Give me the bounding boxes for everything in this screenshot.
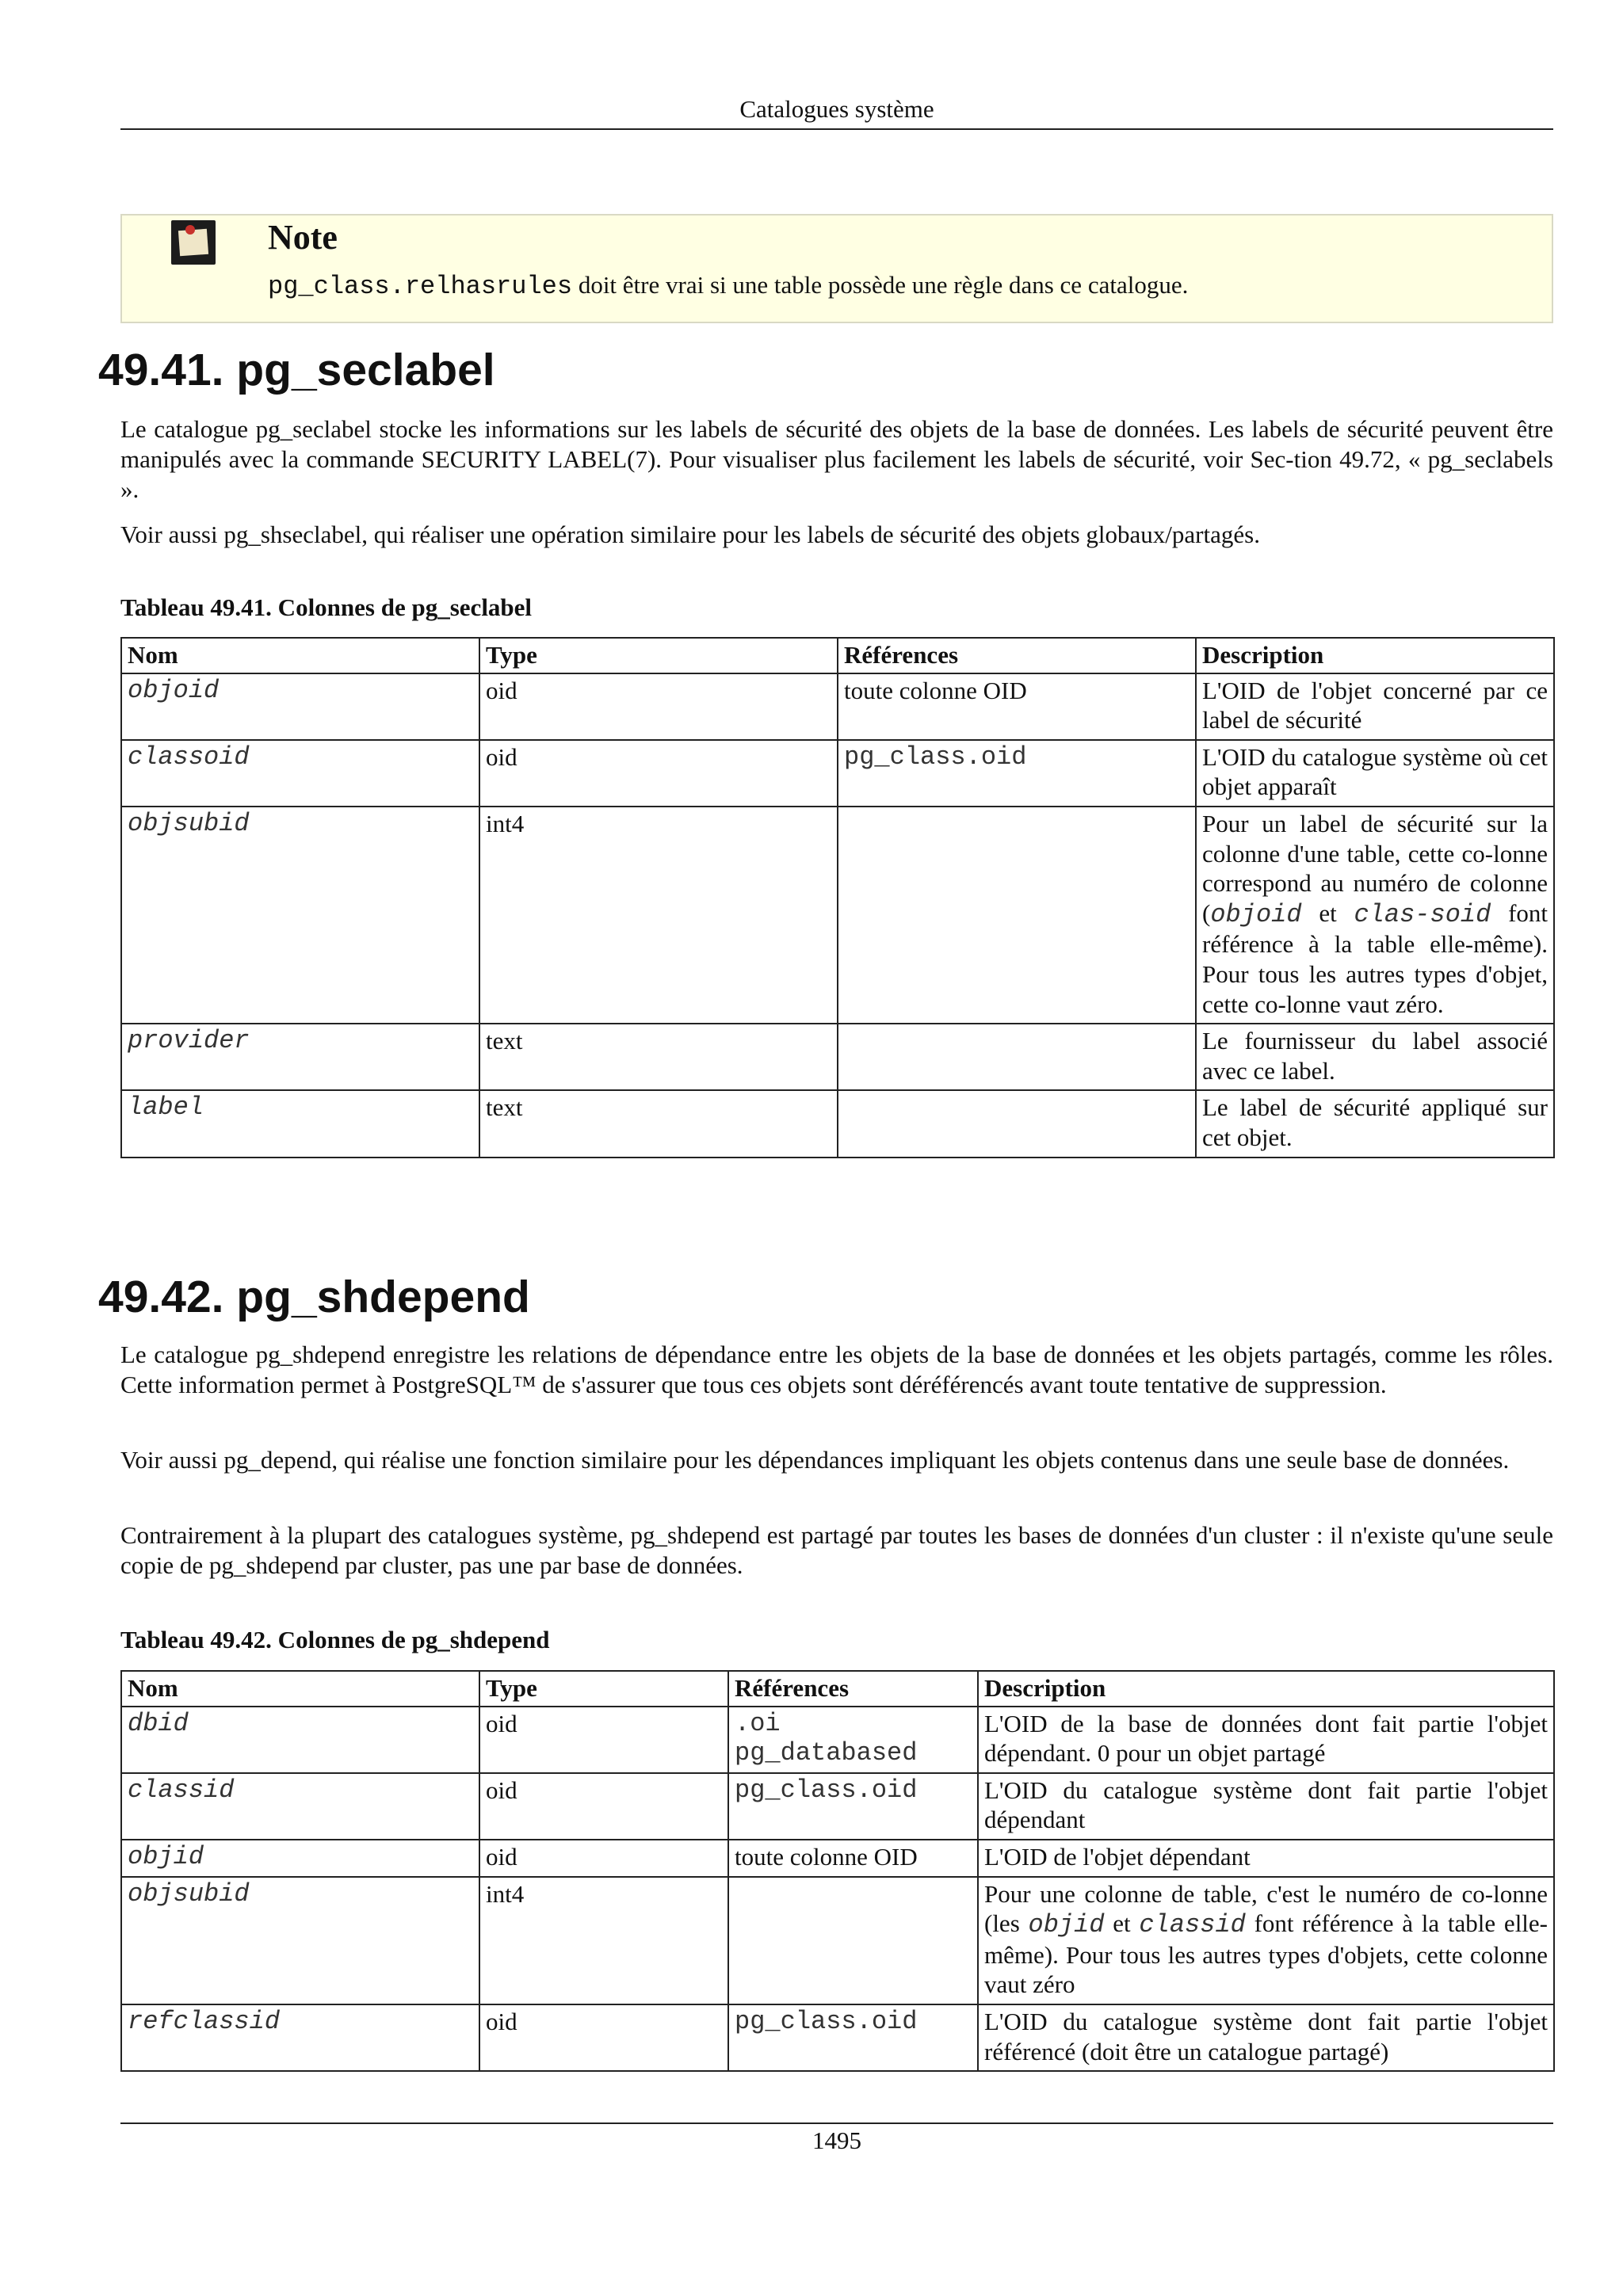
desc-text: et [1301,898,1354,927]
table-row [121,1877,1554,2004]
cell-description: L'OID du catalogue système dont fait partie l'objet référencé (doit être un catalogue partagé) [978,2004,1554,2071]
note-title: Note [268,218,338,257]
cell-type: int4 [479,807,838,1024]
table-pg-seclabel [120,637,1555,1158]
section-heading-pg-shdepend: 49.42. pg_shdepend [98,1272,530,1322]
footer-rule [120,2122,1553,2124]
header-rule [120,128,1553,130]
table-row [121,673,1554,740]
cell-description: L'OID du catalogue système où cet objet apparaît [1196,740,1554,807]
cell-description [978,1877,1554,2004]
cell-nom: objsubid [121,807,479,1024]
cell-nom: dbid [121,1707,479,1773]
section-heading-pg-seclabel: 49.41. pg_seclabel [98,345,495,395]
cell-type: text [479,1090,838,1157]
note-pin-shape [185,225,195,235]
cell-references: pg_class.oid [838,740,1196,807]
reference-line: pg_databased [735,1738,918,1768]
column-header-references: Références [728,1671,978,1707]
column-header-description: Description [1196,638,1554,673]
table-row [121,2004,1554,2071]
cell-references [728,1707,978,1773]
desc-code: clas-soid [1354,899,1491,929]
table-row [121,807,1554,1024]
section2-paragraph-1: Le catalogue pg_shdepend enregistre les relations de dépendance entre les objets de la base de données et les objets partagés, comme les rôles. Cette information permet à PostgreSQL™ de s'assurer que tous ces objets sont déréférencés avant toute tentative de suppression. [120,1341,1553,1398]
desc-text: font référence à la table elle-même). Pour tous les autres types d'objet, cette co-lonne vaut zéro. [1202,898,1549,1018]
note-icon [171,220,216,265]
cell-references [838,1090,1196,1157]
desc-code: objid [1028,1910,1105,1940]
table-caption-pg-shdepend: Tableau 49.42. Colonnes de pg_shdepend [120,1626,550,1653]
running-header: Catalogues système [739,95,934,123]
table-header-row [121,638,1554,673]
cell-type: int4 [479,1877,728,2004]
cell-nom: objid [121,1840,479,1877]
section2-paragraph-3: Contrairement à la plupart des catalogues système, pg_shdepend est partagé par toutes les bases de données d'un cluster : il n'existe qu'une seule copie de pg_shdepend par cluster, pas une par base de données. [120,1521,1553,1579]
column-header-description: Description [978,1671,1554,1707]
table-row [121,740,1554,807]
cell-description: L'OID de l'objet dépendant [978,1840,1554,1877]
table-row [121,1773,1554,1840]
cell-references: toute colonne OID [838,673,1196,740]
cell-description: L'OID de l'objet concerné par ce label de sécurité [1196,673,1554,740]
cell-nom: objsubid [121,1877,479,2004]
desc-code: objoid [1210,899,1302,929]
table-caption-pg-seclabel: Tableau 49.41. Colonnes de pg_seclabel [120,593,533,621]
cell-nom: refclassid [121,2004,479,2071]
table-pg-shdepend [120,1670,1555,2072]
desc-text: Pour une colonne de table, c'est le numéro de co-lonne (les [984,1879,1548,1938]
column-header-type: Type [479,1671,728,1707]
column-header-type: Type [479,638,838,673]
table-row [121,1707,1554,1773]
cell-type: oid [479,1773,728,1840]
table-header-row [121,1671,1554,1707]
note-text: doit être vrai si une table possède une règle dans ce catalogue. [578,271,1189,299]
cell-type: oid [479,2004,728,2071]
cell-type: oid [479,1840,728,1877]
cell-nom: objoid [121,673,479,740]
table-row [121,1024,1554,1090]
note-body [268,269,1188,303]
cell-description: Le fournisseur du label associé avec ce label. [1196,1024,1554,1090]
cell-description: L'OID du catalogue système dont fait partie l'objet dépendant [978,1773,1554,1840]
note-box [120,214,1553,323]
desc-text: Pour un label de sécurité sur la colonne d'une table, cette co-lonne correspond au numéro de colonne ( [1202,809,1548,927]
cell-type: oid [479,673,838,740]
cell-references [728,1877,978,2004]
cell-references: pg_class.oid [728,1773,978,1840]
cell-references [838,1024,1196,1090]
cell-nom: provider [121,1024,479,1090]
cell-nom: classid [121,1773,479,1840]
cell-references: pg_class.oid [728,2004,978,2071]
desc-text: et [1104,1909,1140,1938]
cell-description: L'OID de la base de données dont fait partie l'objet dépendant. 0 pour un objet partagé [978,1707,1554,1773]
cell-nom: label [121,1090,479,1157]
reference-line: .oi [735,1708,781,1738]
table-row [121,1090,1554,1157]
cell-references: toute colonne OID [728,1840,978,1877]
note-code: pg_class.relhasrules [268,272,573,301]
column-header-references: Références [838,638,1196,673]
section1-paragraph-1: Le catalogue pg_seclabel stocke les informations sur les labels de sécurité des objets de la base de données. Les labels de sécurité peuvent être manipulés avec la commande SECURITY LABEL(7). Pour visualiser plus facilement les labels de sécurité, voir Sec-tion 49.72, « pg_seclabels ». [120,415,1553,503]
section1-paragraph-2: Voir aussi pg_shseclabel, qui réaliser une opération similaire pour les labels de sécurité des objets globaux/partagés. [120,521,1260,548]
cell-type: oid [479,740,838,807]
cell-description: Le label de sécurité appliqué sur cet objet. [1196,1090,1554,1157]
cell-type: oid [479,1707,728,1773]
page-number: 1495 [812,2126,861,2154]
section2-paragraph-2: Voir aussi pg_depend, qui réalise une fonction similaire pour les dépendances impliquant les objets contenus dans une seule base de données. [120,1446,1510,1474]
desc-text: font référence à la table elle-même). Pour tous les autres types d'objets, cette colonne vaut zéro [984,1909,1548,1999]
column-header-nom: Nom [121,638,479,673]
cell-references [838,807,1196,1024]
desc-code: classid [1139,1910,1246,1940]
cell-description [1196,807,1554,1024]
column-header-nom: Nom [121,1671,479,1707]
table-row [121,1840,1554,1877]
cell-nom: classoid [121,740,479,807]
cell-type: text [479,1024,838,1090]
